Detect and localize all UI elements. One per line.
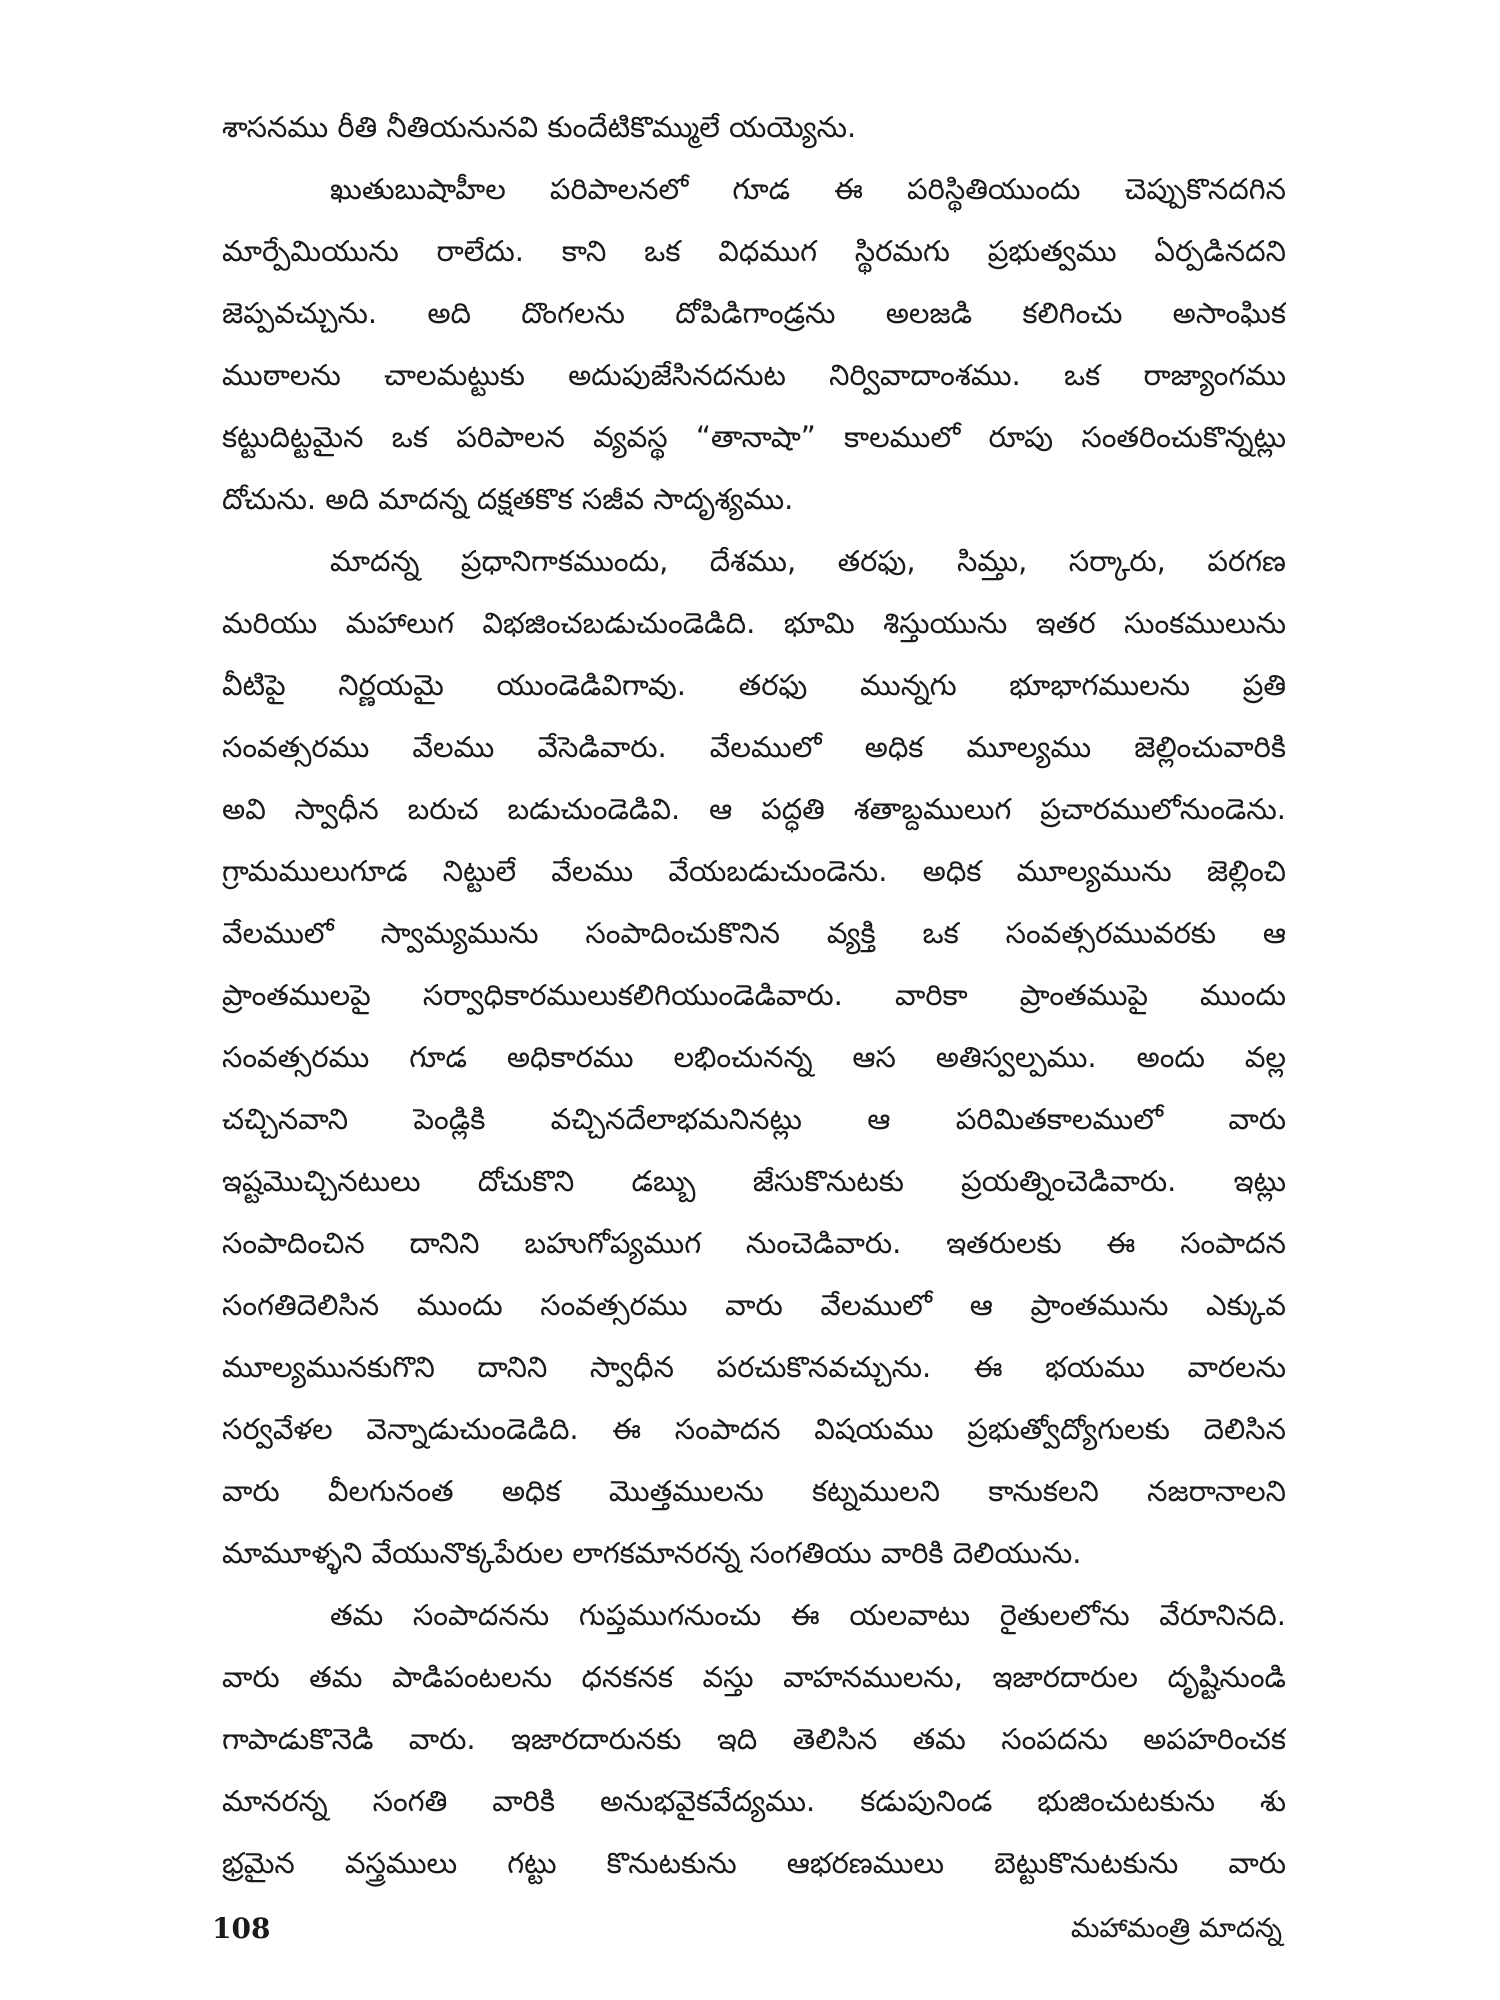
- text-line: జెప్పవచ్చును. అది దొంగలను దోపిడిగాండ్రను అలజడి కలిగించు అసాంఘిక: [222, 296, 1286, 330]
- text-line: మామూళ్ళని వేయునొక్కపేరుల లాగకమానరన్న సంగతియు వారికి దెలియును.: [222, 1536, 1082, 1570]
- text-line: వారు వీలగునంత అధిక మొత్తములను కట్నములని కానుకలని నజరానాలని: [222, 1474, 1286, 1508]
- text-line: తమ సంపాదనను గుప్తముగనుంచు ఈ యలవాటు రైతులలోను వేరూనినది.: [330, 1598, 1286, 1632]
- text-line: చచ్చినవాని పెండ్లికి వచ్చినదేలాభమనినట్లు ఆ పరిమితకాలములో వారు: [222, 1102, 1286, 1136]
- text-line: ఖుతుబుషాహీల పరిపాలనలో గూడ ఈ పరిస్థితియుందు చెప్పుకొనదగిన: [330, 172, 1286, 206]
- text-line: మాదన్న ప్రధానిగాకముందు, దేశము, తరఫు, సిమ్తు, సర్కారు, పరగణ: [330, 544, 1286, 578]
- text-line: గాపాడుకొనెడి వారు. ఇజారదారునకు ఇది తెలిసిన తమ సంపదను అపహరించక: [222, 1722, 1286, 1756]
- text-line: సంవత్సరము గూడ అధికారము లభించునన్న ఆస అతిస్వల్పము. అందు వల్ల: [222, 1040, 1286, 1074]
- text-line: శాసనము రీతి నీతియనునవి కుందేటికొమ్ములే యయ్యెను.: [222, 110, 857, 144]
- running-title: మహామంత్రి మాదన్న: [1070, 1913, 1282, 1944]
- page-number: 108: [212, 1912, 271, 1945]
- text-line: ప్రాంతములపై సర్వాధికారములుకలిగియుండెడివారు. వారికా ప్రాంతముపై ముందు: [222, 978, 1286, 1012]
- text-line: గ్రామములుగూడ నిట్టులే వేలము వేయబడుచుండెను. అధిక మూల్యమును జెల్లించి: [222, 854, 1286, 888]
- text-line: మూల్యమునకుగొని దానిని స్వాధీన పరచుకొనవచ్చును. ఈ భయము వారలను: [222, 1350, 1286, 1384]
- text-line: మరియు మహాలుగ విభజించబడుచుండెడిది. భూమి శిస్తుయును ఇతర సుంకములును: [222, 606, 1286, 640]
- text-line: వారు తమ పాడిపంటలను ధనకనక వస్తు వాహనములను, ఇజారదారుల దృష్టినుండి: [222, 1660, 1286, 1694]
- text-line: కట్టుదిట్టమైన ఒక పరిపాలన వ్యవస్థ “తానాషా” కాలములో రూపు సంతరించుకొన్నట్లు: [222, 420, 1286, 454]
- text-line: వేలములో స్వామ్యమును సంపాదించుకొనిన వ్యక్తి ఒక సంవత్సరమువరకు ఆ: [222, 916, 1286, 950]
- text-line: మానరన్న సంగతి వారికి అనుభవైకవేద్యము. కడుపునిండ భుజించుటకును శు: [222, 1784, 1286, 1818]
- text-line: అవి స్వాధీన బరుచ బడుచుండెడివి. ఆ పద్ధతి శతాబ్దములుగ ప్రచారములోనుండెను.: [222, 792, 1286, 826]
- text-line: వీటిపై నిర్ణయమై యుండెడివిగావు. తరఫు మున్నగు భూభాగములను ప్రతి: [222, 668, 1286, 702]
- text-line: దోచును. అది మాదన్న దక్షతకొక సజీవ సాదృశ్యము.: [222, 482, 794, 516]
- page-footer: [212, 1905, 1282, 1953]
- text-line: సర్వవేళల వెన్నాడుచుండెడిది. ఈ సంపాదన విషయము ప్రభుత్వోద్యోగులకు దెలిసిన: [222, 1412, 1286, 1446]
- text-line: ముఠాలను చాలమట్టుకు అదుపుజేసినదనుట నిర్వివాదాంశము. ఒక రాజ్యాంగము: [222, 358, 1286, 392]
- text-line: మార్పేమియును రాలేదు. కాని ఒక విధముగ స్థిరమగు ప్రభుత్వము ఏర్పడినదని: [222, 234, 1286, 268]
- text-line: ఇష్టమొచ్చినటులు దోచుకొని డబ్బు జేసుకొనుటకు ప్రయత్నించెడివారు. ఇట్లు: [222, 1164, 1286, 1198]
- body-text: [222, 96, 1286, 1894]
- text-line: భ్రమైన వస్త్రములు గట్టు కొనుటకును ఆభరణములు బెట్టుకొనుటకును వారు: [222, 1846, 1286, 1880]
- text-line: సంగతిదెలిసిన ముందు సంవత్సరము వారు వేలములో ఆ ప్రాంతమును ఎక్కువ: [222, 1288, 1286, 1322]
- text-line: సంవత్సరము వేలము వేసెడివారు. వేలములో అధిక మూల్యము జెల్లించువారికి: [222, 730, 1286, 764]
- text-line: సంపాదించిన దానిని బహుగోప్యముగ నుంచెడివారు. ఇతరులకు ఈ సంపాదన: [222, 1226, 1286, 1260]
